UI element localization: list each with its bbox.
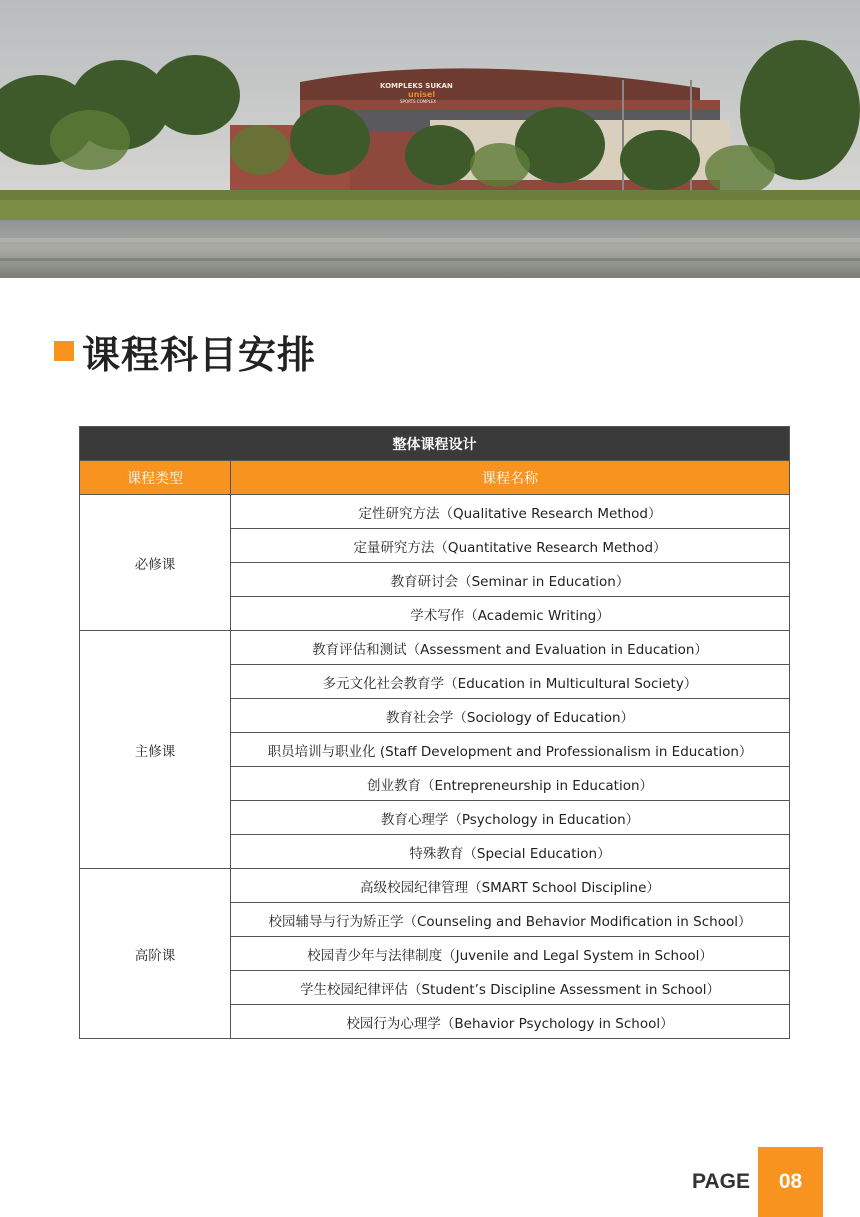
course-type-cell: 高阶课 <box>80 869 231 1039</box>
course-name-cell: 特殊教育（Special Education） <box>231 835 790 869</box>
table-row <box>80 631 790 665</box>
course-name-cell: 校园青少年与法律制度（Juvenile and Legal System in School） <box>231 937 790 971</box>
building-subsign: SPORTS COMPLEX <box>400 99 437 104</box>
table-row <box>80 495 790 529</box>
hero-photo <box>0 0 860 278</box>
page-number-badge <box>758 1147 823 1217</box>
section-heading <box>54 326 316 376</box>
course-name-cell: 教育评估和测试（Assessment and Evaluation in Education） <box>231 631 790 665</box>
course-name-cell: 学术写作（Academic Writing） <box>231 597 790 631</box>
building-logo: unisel <box>408 90 436 99</box>
page-title: 课程科目安排 <box>82 332 317 377</box>
course-name-cell: 创业教育（Entrepreneurship in Education） <box>231 767 790 801</box>
course-name-cell: 多元文化社会教育学（Education in Multicultural Society） <box>231 665 790 699</box>
course-name-cell: 教育心理学（Psychology in Education） <box>231 801 790 835</box>
table-body <box>80 495 790 1039</box>
course-type-cell: 主修课 <box>80 631 231 869</box>
page-label: PAGE <box>692 1170 750 1193</box>
course-name-cell: 校园辅导与行为矫正学（Counseling and Behavior Modification in School） <box>231 903 790 937</box>
course-type-cell: 必修课 <box>80 495 231 631</box>
course-table <box>79 426 790 1039</box>
course-name-cell: 校园行为心理学（Behavior Psychology in School） <box>231 1005 790 1039</box>
table-banner: 整体课程设计 <box>80 427 790 461</box>
course-name-cell: 教育研讨会（Seminar in Education） <box>231 563 790 597</box>
header-course-name: 课程名称 <box>231 461 790 495</box>
page-footer <box>692 1147 823 1217</box>
course-name-cell: 教育社会学（Sociology of Education） <box>231 699 790 733</box>
course-name-cell: 定量研究方法（Quantitative Research Method） <box>231 529 790 563</box>
course-name-cell: 高级校园纪律管理（SMART School Discipline） <box>231 869 790 903</box>
course-name-cell: 学生校园纪律评估（Student’s Discipline Assessment in School） <box>231 971 790 1005</box>
table-row <box>80 869 790 903</box>
course-name-cell: 定性研究方法（Qualitative Research Method） <box>231 495 790 529</box>
course-name-cell: 职员培训与职业化 (Staff Development and Professionalism in Education） <box>231 733 790 767</box>
building-sign: KOMPLEKS SUKAN <box>380 82 453 90</box>
table-header-row <box>80 461 790 495</box>
header-course-type: 课程类型 <box>80 461 231 495</box>
table-banner-row <box>80 427 790 461</box>
heading-accent-square <box>54 341 74 361</box>
page-number: 08 <box>778 1170 803 1193</box>
